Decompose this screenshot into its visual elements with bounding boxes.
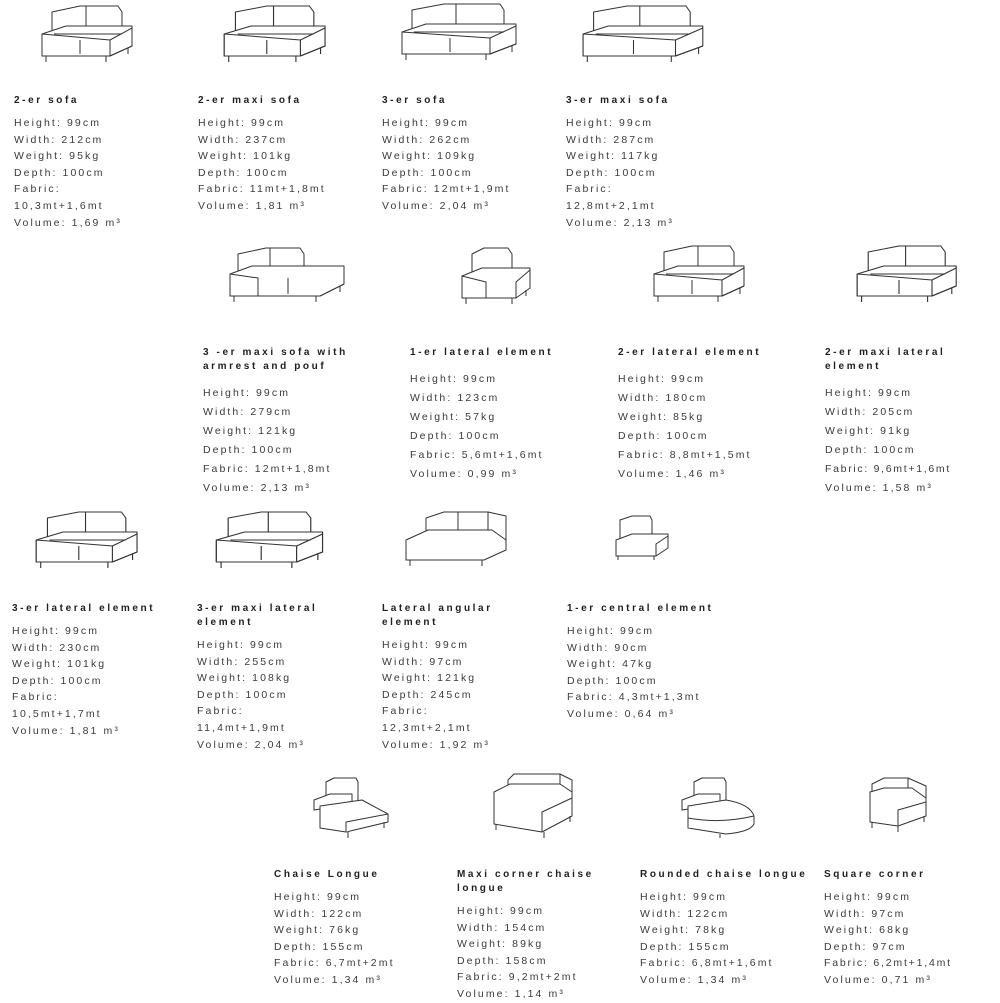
- sofa-3er-maxi-drawing: [581, 4, 709, 66]
- spec-fabric-label: Fabric:: [12, 691, 59, 704]
- spec-width: Width: 97cm: [824, 907, 906, 920]
- sofa-3er-drawing: [400, 2, 522, 64]
- spec-height: Height: 99cm: [567, 625, 655, 637]
- spec-fabric: Fabric: 6,2mt+1,4mt: [824, 957, 952, 970]
- spec-height: Height: 99cm: [382, 639, 470, 651]
- chaise-longue-drawing: [312, 776, 392, 842]
- sofa-2er-maxi-drawing: [222, 4, 334, 66]
- spec-height: Height: 99cm: [197, 639, 285, 651]
- spec-width: Width: 255cm: [197, 655, 287, 668]
- spec-weight: Weight: 78kg: [640, 924, 727, 937]
- spec-depth: Depth: 100cm: [410, 430, 501, 442]
- spec-3er-lateral: [12, 602, 182, 739]
- spec-1er-lateral: [410, 346, 605, 484]
- spec-width: Width: 205cm: [825, 406, 915, 418]
- spec-weight: Weight: 68kg: [824, 924, 911, 937]
- spec-height: Height: 99cm: [274, 891, 362, 903]
- spec-width: Width: 97cm: [382, 655, 464, 668]
- spec-depth: Depth: 100cm: [567, 674, 658, 687]
- item-title: 1-er lateral element: [410, 347, 554, 358]
- spec-fabric-value: 11,4mt+1,9mt: [197, 721, 286, 734]
- spec-depth: Depth: 100cm: [825, 444, 916, 456]
- spec-width: Width: 122cm: [640, 907, 730, 920]
- spec-width: Width: 262cm: [382, 133, 472, 146]
- spec-height: Height: 99cm: [203, 387, 291, 399]
- spec-volume: Volume: 0,99 m³: [410, 468, 518, 480]
- lateral-2er-drawing: [652, 244, 752, 306]
- spec-width: Width: 230cm: [12, 641, 102, 654]
- spec-height: Height: 99cm: [410, 373, 498, 385]
- spec-fabric-label: Fabric:: [566, 183, 613, 196]
- item-title: Chaise Longue: [274, 869, 380, 880]
- spec-width: Width: 154cm: [457, 921, 547, 934]
- lateral-3er-maxi-drawing: [214, 510, 332, 572]
- spec-volume: Volume: 1,69 m³: [14, 216, 122, 229]
- central-1er-drawing: [614, 514, 674, 564]
- spec-width: Width: 180cm: [618, 392, 708, 404]
- spec-width: Width: 237cm: [198, 133, 288, 146]
- spec-fabric: Fabric: 6,7mt+2mt: [274, 957, 395, 970]
- spec-fabric: Fabric: 9,6mt+1,6mt: [825, 463, 951, 475]
- item-title: Square corner: [824, 869, 926, 880]
- spec-volume: Volume: 1,58 m³: [825, 482, 933, 494]
- spec-3er-maxi-sofa-pouf: [203, 346, 393, 498]
- spec-height: Height: 99cm: [382, 117, 470, 129]
- spec-volume: Volume: 2,13 m³: [203, 482, 311, 494]
- lateral-2er-maxi-drawing: [855, 244, 967, 306]
- spec-volume: Volume: 1,92 m³: [382, 738, 490, 751]
- spec-depth: Depth: 100cm: [197, 688, 288, 701]
- spec-fabric-value: 10,3mt+1,6mt: [14, 199, 104, 212]
- spec-2er-maxi-lateral: [825, 346, 999, 498]
- spec-3er-sofa: [382, 94, 552, 215]
- spec-volume: Volume: 0,71 m³: [824, 973, 932, 986]
- spec-weight: Weight: 89kg: [457, 938, 544, 951]
- spec-2er-sofa: [14, 94, 184, 231]
- spec-volume: Volume: 0,64 m³: [567, 707, 675, 720]
- spec-height: Height: 99cm: [825, 387, 913, 399]
- spec-height: Height: 99cm: [640, 891, 728, 903]
- spec-2er-maxi-sofa: [198, 94, 368, 215]
- spec-weight: Weight: 108kg: [197, 672, 292, 685]
- item-title: Lateral angular element: [382, 603, 493, 628]
- spec-fabric-value: 12,3mt+2,1mt: [382, 721, 472, 734]
- spec-weight: Weight: 121kg: [203, 425, 298, 437]
- spec-fabric-label: Fabric:: [197, 705, 244, 718]
- item-title: 2-er lateral element: [618, 347, 762, 358]
- lateral-angular-drawing: [404, 510, 512, 570]
- spec-depth: Depth: 100cm: [618, 430, 709, 442]
- item-title: 3 -er maxi sofa with armrest and pouf: [203, 347, 348, 372]
- spec-weight: Weight: 57kg: [410, 411, 497, 423]
- item-title: 2-er sofa: [14, 95, 80, 106]
- spec-volume: Volume: 1,34 m³: [274, 973, 382, 986]
- spec-fabric: Fabric: 5,6mt+1,6mt: [410, 449, 544, 461]
- item-title: 3-er maxi sofa: [566, 95, 670, 106]
- spec-weight: Weight: 76kg: [274, 924, 361, 937]
- item-title: Rounded chaise longue: [640, 869, 808, 880]
- spec-volume: Volume: 2,04 m³: [382, 199, 490, 212]
- spec-width: Width: 279cm: [203, 406, 293, 418]
- lateral-1er-drawing: [460, 246, 536, 308]
- rounded-chaise-drawing: [680, 776, 760, 842]
- spec-weight: Weight: 121kg: [382, 672, 477, 685]
- item-title: 1-er central element: [567, 603, 714, 614]
- spec-height: Height: 99cm: [457, 905, 545, 917]
- spec-depth: Depth: 100cm: [12, 674, 103, 687]
- maxi-corner-chaise-drawing: [490, 772, 580, 842]
- spec-fabric: Fabric: 6,8mt+1,6mt: [640, 957, 774, 970]
- spec-volume: Volume: 1,46 m³: [618, 468, 726, 480]
- spec-fabric-value: 10,5mt+1,7mt: [12, 707, 102, 720]
- spec-fabric: Fabric: 12mt+1,8mt: [203, 463, 332, 475]
- item-title: 3-er lateral element: [12, 603, 156, 614]
- spec-weight: Weight: 101kg: [198, 150, 293, 163]
- spec-fabric: Fabric: 9,2mt+2mt: [457, 971, 578, 984]
- spec-chaise-longue: [274, 868, 444, 989]
- spec-height: Height: 99cm: [618, 373, 706, 385]
- spec-3er-maxi-lateral: [197, 602, 357, 753]
- spec-width: Width: 122cm: [274, 907, 364, 920]
- spec-volume: Volume: 1,14 m³: [457, 987, 565, 1000]
- spec-height: Height: 99cm: [198, 117, 286, 129]
- spec-volume: Volume: 1,34 m³: [640, 973, 748, 986]
- spec-volume: Volume: 1,81 m³: [12, 724, 120, 737]
- spec-height: Height: 99cm: [824, 891, 912, 903]
- spec-maxi-corner-chaise: [457, 868, 632, 1003]
- spec-height: Height: 99cm: [12, 625, 100, 637]
- spec-fabric: Fabric: 8,8mt+1,5mt: [618, 449, 752, 461]
- spec-depth: Depth: 100cm: [14, 166, 105, 179]
- spec-volume: Volume: 2,04 m³: [197, 738, 305, 751]
- spec-2er-lateral: [618, 346, 813, 484]
- spec-fabric-label: Fabric:: [14, 183, 61, 196]
- spec-rounded-chaise: [640, 868, 815, 989]
- square-corner-drawing: [868, 776, 930, 834]
- spec-width: Width: 212cm: [14, 133, 104, 146]
- spec-fabric-value: 12,8mt+2,1mt: [566, 199, 656, 212]
- spec-width: Width: 90cm: [567, 641, 649, 654]
- spec-fabric: Fabric: 12mt+1,9mt: [382, 183, 511, 196]
- spec-fabric-label: Fabric:: [382, 705, 429, 718]
- item-title: 3-er maxi lateral element: [197, 603, 318, 628]
- spec-fabric: Fabric: 11mt+1,8mt: [198, 183, 326, 196]
- spec-depth: Depth: 100cm: [566, 166, 657, 179]
- spec-height: Height: 99cm: [566, 117, 654, 129]
- spec-weight: Weight: 91kg: [825, 425, 912, 437]
- spec-width: Width: 287cm: [566, 133, 656, 146]
- spec-depth: Depth: 245cm: [382, 688, 473, 701]
- spec-1er-central: [567, 602, 747, 723]
- spec-depth: Depth: 97cm: [824, 940, 907, 953]
- spec-volume: Volume: 2,13 m³: [566, 216, 674, 229]
- item-title: 2-er maxi lateral element: [825, 347, 946, 372]
- spec-weight: Weight: 117kg: [566, 150, 660, 163]
- spec-3er-maxi-sofa: [566, 94, 736, 231]
- spec-weight: Weight: 109kg: [382, 150, 477, 163]
- spec-height: Height: 99cm: [14, 117, 102, 129]
- spec-fabric: Fabric: 4,3mt+1,3mt: [567, 691, 701, 704]
- spec-square-corner: [824, 868, 999, 989]
- spec-depth: Depth: 100cm: [198, 166, 289, 179]
- spec-lateral-angular: [382, 602, 532, 753]
- spec-weight: Weight: 85kg: [618, 411, 705, 423]
- spec-weight: Weight: 47kg: [567, 658, 654, 671]
- spec-weight: Weight: 101kg: [12, 658, 107, 671]
- item-title: 2-er maxi sofa: [198, 95, 302, 106]
- spec-width: Width: 123cm: [410, 392, 500, 404]
- sofa-2er-drawing: [40, 4, 140, 66]
- sofa-3er-maxi-pouf-drawing: [228, 244, 350, 306]
- spec-depth: Depth: 158cm: [457, 954, 548, 967]
- spec-depth: Depth: 100cm: [382, 166, 473, 179]
- spec-weight: Weight: 95kg: [14, 150, 101, 163]
- lateral-3er-drawing: [34, 510, 144, 572]
- spec-volume: Volume: 1,81 m³: [198, 199, 306, 212]
- spec-depth: Depth: 155cm: [274, 940, 365, 953]
- item-title: Maxi corner chaise longue: [457, 869, 594, 894]
- item-title: 3-er sofa: [382, 95, 448, 106]
- spec-depth: Depth: 100cm: [203, 444, 294, 456]
- spec-depth: Depth: 155cm: [640, 940, 731, 953]
